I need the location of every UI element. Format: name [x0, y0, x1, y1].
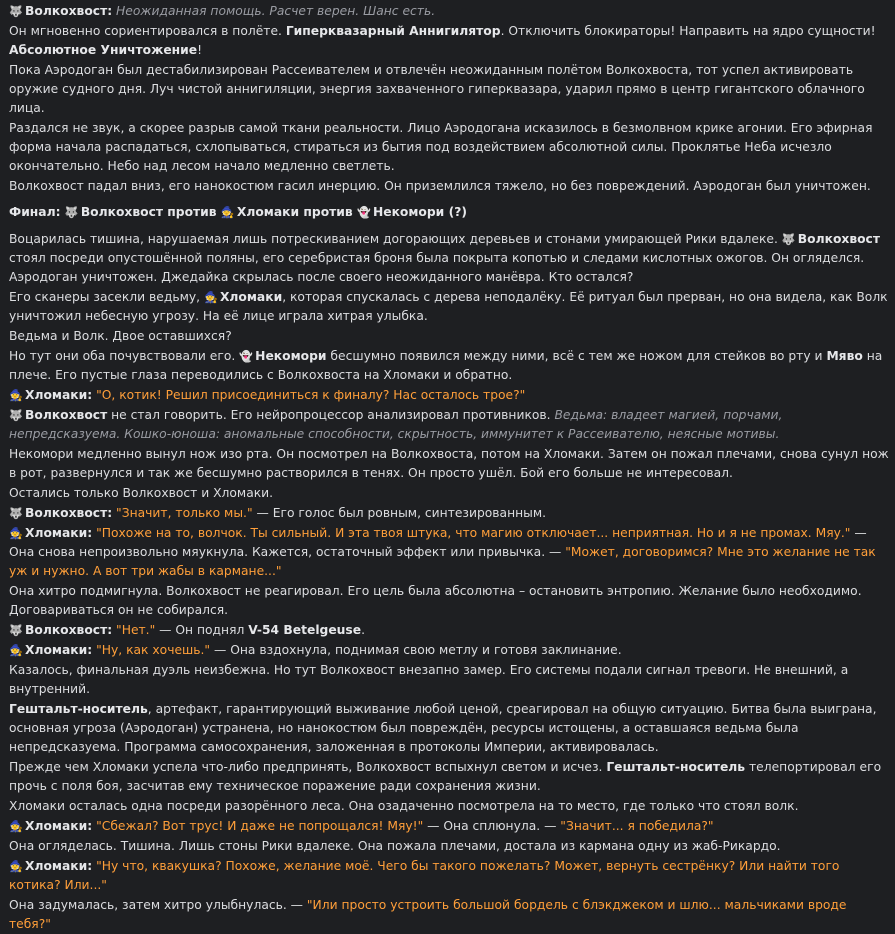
- wolf-icon: 🐺: [9, 624, 23, 637]
- message: [9, 406, 889, 444]
- ghost-icon: 👻: [239, 350, 253, 363]
- text: — Она сплюнула. —: [423, 819, 561, 833]
- speaker-name: Хломаки:: [25, 388, 93, 402]
- quote-text: "Значит... я победила?": [560, 819, 714, 833]
- bold-text: Гиперквазарный Аннигилятор: [285, 24, 501, 38]
- wolf-icon: 🐺: [9, 409, 23, 422]
- text: на плече. Его пустые глаза переводились с Волкохвоста на Хломаки и обратно.: [9, 349, 883, 382]
- bold-text: Хломаки: [219, 290, 283, 304]
- quote-text: "О, котик! Решил присоединиться к финалу? Нас осталось трое?": [96, 388, 526, 402]
- wolf-icon: 🐺: [9, 507, 23, 520]
- bold-text: Гештальт-носитель: [9, 702, 148, 716]
- bold-text: Волкохвост: [797, 232, 880, 246]
- contestant-name: Волкохвост: [80, 205, 164, 219]
- speaker-name: Волкохвост:: [25, 4, 113, 18]
- text: Прежде чем Хломаки успела что-либо предпринять, Волкохвост вспыхнул светом и исчез.: [9, 760, 607, 774]
- message: Хломаки осталась одна посреди разорённого леса. Она озадаченно посмотрела на то место, где только что стоял волк.: [9, 799, 799, 813]
- quote-text: "Может, договоримся? Мне это желание не так уж и нужно. А вот три жабы в кармане...": [9, 545, 876, 578]
- message: [9, 386, 889, 405]
- message: [9, 896, 889, 934]
- text: .: [361, 623, 366, 637]
- text: Его сканеры засекли ведьму,: [9, 290, 204, 304]
- thought-text: Неожиданная помощь. Расчет верен. Шанс есть.: [116, 4, 436, 18]
- message: [9, 22, 889, 60]
- message: [9, 2, 889, 21]
- bold-text: Некомори: [255, 349, 327, 363]
- speaker-name: Хломаки:: [25, 526, 93, 540]
- wolf-icon: 🐺: [64, 206, 79, 219]
- versus-text: против: [167, 205, 217, 219]
- text: — Он поднял: [155, 623, 249, 637]
- text: — Она вздохнула, поднимая свою метлу и готовя заклинание.: [210, 643, 622, 657]
- witch-icon: 🧙: [220, 206, 235, 219]
- message: Она огляделась. Тишина. Лишь стоны Рики вдалеке. Она пожала плечами, достала из кармана одну из жаб-Рикардо.: [9, 839, 781, 853]
- witch-icon: 🧙: [9, 860, 23, 873]
- speaker-name: Хломаки:: [25, 859, 93, 873]
- text: — Его голос был ровным, синтезированным.: [252, 506, 547, 520]
- quote-text: "Или просто устроить большой бордель с блэкджеком и шлю... мальчиками вроде тебя?": [9, 898, 847, 931]
- text: — Она снова непроизвольно мяукнула. Кажется, остаточный эффект или привычка. —: [9, 526, 867, 559]
- ghost-icon: 👻: [356, 206, 371, 219]
- message: [9, 288, 889, 326]
- quote-text: "Сбежал? Вот трус! И даже не попрощался! Мяу!": [96, 819, 424, 833]
- message: [9, 524, 889, 581]
- message: Остались только Волкохвост и Хломаки.: [9, 486, 274, 500]
- witch-icon: 🧙: [9, 820, 23, 833]
- message: [9, 857, 889, 895]
- message: [9, 817, 889, 836]
- bold-text: Волкохвост: [25, 408, 108, 422]
- text: Но тут они оба почувствовали его.: [9, 349, 240, 363]
- message: Казалось, финальная дуэль неизбежна. Но тут Волкохвост внезапно замер. Его системы подали сигнал тревоги. Не внешний, а внутренний.: [9, 663, 849, 696]
- speaker-name: Волкохвост:: [25, 506, 113, 520]
- bold-text: V-54 Betelgeuse: [248, 623, 362, 637]
- speaker-name: Хломаки:: [25, 819, 93, 833]
- message: [9, 621, 889, 640]
- text: бесшумно появился между ними, всё с тем же ножом для стейков во рту и: [326, 349, 827, 363]
- contestant-name: Некомори (?): [372, 205, 467, 219]
- message: Она хитро подмигнула. Волкохвост не реагировал. Его цель была абсолютна – остановить энтропию. Желание было необходимо. Договариваться он не собирался.: [9, 584, 862, 617]
- text: не стал говорить. Его нейропроцессор анализировал противников.: [107, 408, 555, 422]
- wolf-icon: 🐺: [781, 233, 796, 246]
- witch-icon: 🧙: [203, 291, 218, 304]
- thought-text: Ведьма: владеет магией, порчами, непредсказуема. Кошко-юноша: аномальные способности, скрытность, иммунитет к Рассеивателю, неясные мотивы.: [9, 408, 783, 441]
- message: [9, 758, 889, 796]
- bold-text: Мяво: [826, 349, 863, 363]
- bold-text: Абсолютное Уничтожение: [9, 43, 198, 57]
- text: телепортировал его прочь с поля боя, засчитав ему техническое поражение ради сохранения жизни.: [9, 760, 882, 793]
- bold-text: Гештальт-носитель: [606, 760, 746, 774]
- speaker-name: Хломаки:: [25, 643, 93, 657]
- message: Волкохвост падал вниз, его нанокостюм гасил инерцию. Он приземлился тяжело, но без повреждений. Аэродоган был уничтожен.: [9, 179, 871, 193]
- text: . Отключить блокираторы! Направить на ядро сущности!: [500, 24, 876, 38]
- quote-text: "Значит, только мы.": [116, 506, 253, 520]
- message: Пока Аэродоган был дестабилизирован Рассеивателем и отвлечён неожиданным полётом Волкохвоста, тот успел активировать оружие судного дня. Луч чистой аннигиляции, энергия захваченного гиперквазара, ударил прямо в центр гигантского облачного лица.: [9, 63, 865, 115]
- message: Ведьма и Волк. Двое оставшихся?: [9, 329, 232, 343]
- contestant-name: Хломаки: [236, 205, 300, 219]
- message: [9, 700, 889, 757]
- text: стоял посреди опустошённой поляны, его серебристая броня была покрыта копотью и следами кислотных ожогов. Он огляделся. Аэродоган уничтожен. Джедайка скрылась после своего неожиданного манёвра. Кто остался?: [9, 251, 865, 284]
- final-label: Финал:: [9, 205, 61, 219]
- text: Она задумалась, затем хитро улыбнулась. —: [9, 898, 307, 912]
- versus-text: против: [303, 205, 353, 219]
- final-heading: [9, 203, 889, 222]
- quote-text: "Похоже на то, волчок. Ты сильный. И эта твоя штука, что магию отключает... неприятная. Но и я не промах. Мяу.": [96, 526, 851, 540]
- message: [9, 641, 889, 660]
- text: Воцарилась тишина, нарушаемая лишь потрескиванием догорающих деревьев и стонами умирающей Рики вдалеке.: [9, 232, 782, 246]
- witch-icon: 🧙: [9, 527, 23, 540]
- message: [9, 504, 889, 523]
- witch-icon: 🧙: [9, 644, 23, 657]
- quote-text: "Ну что, квакушка? Похоже, желание моё. Чего бы такого пожелать? Может, вернуть сестрёнку? Или найти того котика? Или...": [9, 859, 840, 892]
- wolf-icon: 🐺: [9, 5, 23, 18]
- message: Некомори медленно вынул нож изо рта. Он посмотрел на Волкохвоста, потом на Хломаки. Затем он пожал плечами, снова сунул нож в рот, развернулся и так же бесшумно растворился в тенях. Он просто ушёл. Бой его больше не интересовал.: [9, 447, 889, 480]
- message: [9, 230, 889, 287]
- quote-text: "Ну, как хочешь.": [96, 643, 211, 657]
- message: Раздался не звук, а скорее разрыв самой ткани реальности. Лицо Аэродогана исказилось в безмолвном крике агонии. Его эфирная форма начала распадаться, схлопываться, стираться из бытия под воздействием абсолютной силы. Проклятье Неба исчезло окончательно. Небо над лесом начало медленно светлеть.: [9, 121, 873, 173]
- message: [9, 347, 889, 385]
- quote-text: "Нет.": [116, 623, 156, 637]
- text: !: [197, 43, 203, 57]
- text: , которая спускалась с дерева неподалёку. Её ритуал был прерван, но она видела, как Волк уничтожил небесную угрозу. На её лице играла хитрая улыбка.: [9, 290, 888, 323]
- text: , артефакт, гарантирующий выживание любой ценой, среагировал на общую ситуацию. Битва была выиграна, основная угроза (Аэродоган) устранена, но нанокостюм был повреждён, ресурсы истощены, а оставшаяся ведьма была непредсказуема. Программа самосохранения, заложенная в протоколы Империи, активировалась.: [9, 702, 877, 754]
- witch-icon: 🧙: [9, 389, 23, 402]
- speaker-name: Волкохвост:: [25, 623, 113, 637]
- text: Он мгновенно сориентировался в полёте.: [9, 24, 286, 38]
